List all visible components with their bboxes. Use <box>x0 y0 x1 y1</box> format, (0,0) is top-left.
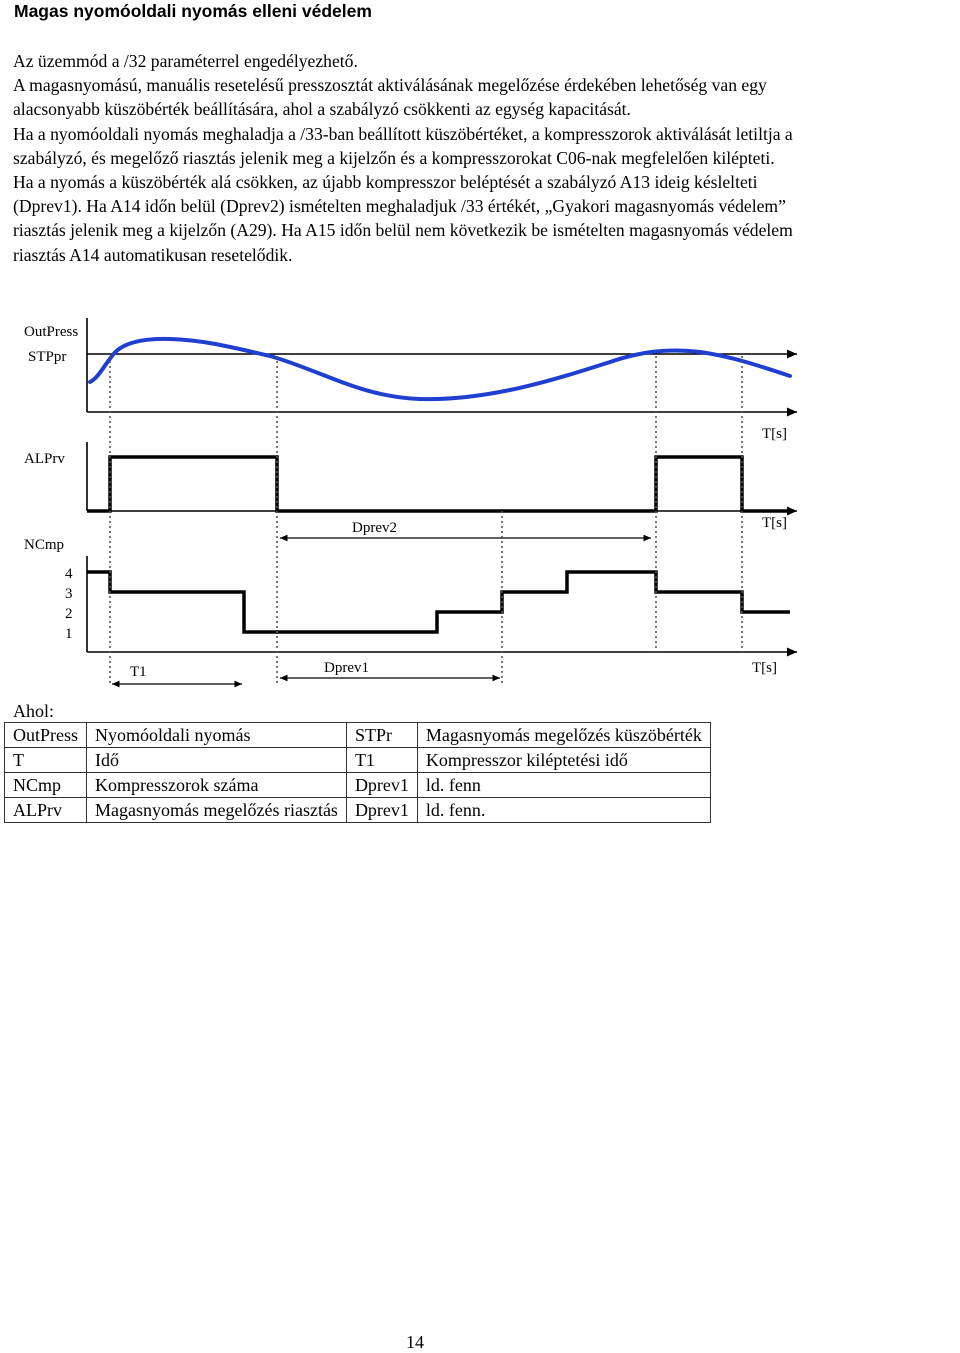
timing-diagram <box>0 300 960 700</box>
stppr-label: STPpr <box>28 349 67 365</box>
time-label-2: T[s] <box>762 515 787 531</box>
legend-cell: ld. fenn <box>417 773 710 798</box>
legend-cell: T1 <box>346 748 417 773</box>
table-row <box>5 723 711 748</box>
outpress-label: OutPress <box>24 324 79 340</box>
dotted-guides <box>110 356 742 686</box>
t1-label: T1 <box>130 664 147 680</box>
section-heading: Magas nyomóoldali nyomás elleni védelem <box>14 1 372 21</box>
table-row <box>5 748 711 773</box>
text-line: riasztás jelenik meg a kijelzőn (A29). Ha A15 időn belül nem következik be ismételten magasnyomás védelem <box>13 220 793 241</box>
page-number: 14 <box>406 1332 424 1352</box>
legend-cell: T <box>5 748 87 773</box>
legend-cell: Nyomóoldali nyomás <box>87 723 347 748</box>
table-row <box>5 798 711 823</box>
text-line: riasztás A14 automatikusan resetelődik. <box>13 244 293 265</box>
pressure-curve <box>90 339 790 399</box>
ncmp-level-2: 2 <box>65 606 73 622</box>
text-line: Ha a nyomás a küszöbérték alá csökken, az újabb kompresszor beléptését a szabályzó A13 ideig késlelteti <box>13 172 758 193</box>
table-row <box>5 773 711 798</box>
time-label-1: T[s] <box>762 426 787 442</box>
legend-cell: Magasnyomás megelőzés küszöbérték <box>417 723 710 748</box>
alprv-label: ALPrv <box>24 451 65 467</box>
legend-cell: Kompresszor kiléptetési idő <box>417 748 710 773</box>
text-line: (Dprev1). Ha A14 időn belül (Dprev2) ismételten meghaladjuk /33 értékét, „Gyakori magasnyomás védelem” <box>13 196 786 217</box>
text-line: szabályzó, és megelőző riasztás jelenik meg a kijelzőn és a kompresszorokat C06-nak megfelelően kilépteti. <box>13 147 775 168</box>
ncmp-level-1: 1 <box>65 626 73 642</box>
ncmp-level-3: 3 <box>65 586 73 602</box>
legend-cell: Dprev1 <box>346 773 417 798</box>
legend-cell: OutPress <box>5 723 87 748</box>
legend-cell: Idő <box>87 748 347 773</box>
text-line: alacsonyabb küszöbérték beállítására, ahol a szabályzó csökkenti az egység kapacitását. <box>13 99 631 120</box>
legend-cell: ld. fenn. <box>417 798 710 823</box>
text-line: Ha a nyomóoldali nyomás meghaladja a /33-ban beállított küszöbértéket, a kompresszorok aktiválását letiltja a <box>13 123 793 144</box>
dprev2-label: Dprev2 <box>352 520 397 536</box>
ncmp-level-4: 4 <box>65 566 73 582</box>
alprv-signal <box>87 457 790 511</box>
ncmp-signal <box>87 572 790 632</box>
legend-cell: Dprev1 <box>346 798 417 823</box>
legend-intro: Ahol: <box>13 701 55 721</box>
dprev1-label: Dprev1 <box>324 660 369 676</box>
legend-table <box>4 722 711 823</box>
legend-cell: STPr <box>346 723 417 748</box>
legend-cell: Kompresszorok száma <box>87 773 347 798</box>
description-text <box>13 49 953 267</box>
legend-cell: ALPrv <box>5 798 87 823</box>
ncmp-label: NCmp <box>24 537 65 553</box>
legend-cell: NCmp <box>5 773 87 798</box>
text-line: A magasnyomású, manuális resetelésű presszosztát aktiválásának megelőzése érdekében lehetőség van egy <box>13 75 767 96</box>
time-label-3: T[s] <box>752 660 777 676</box>
legend-cell: Magasnyomás megelőzés riasztás <box>87 798 347 823</box>
text-line: Az üzemmód a /32 paraméterrel engedélyezhető. <box>13 51 358 71</box>
